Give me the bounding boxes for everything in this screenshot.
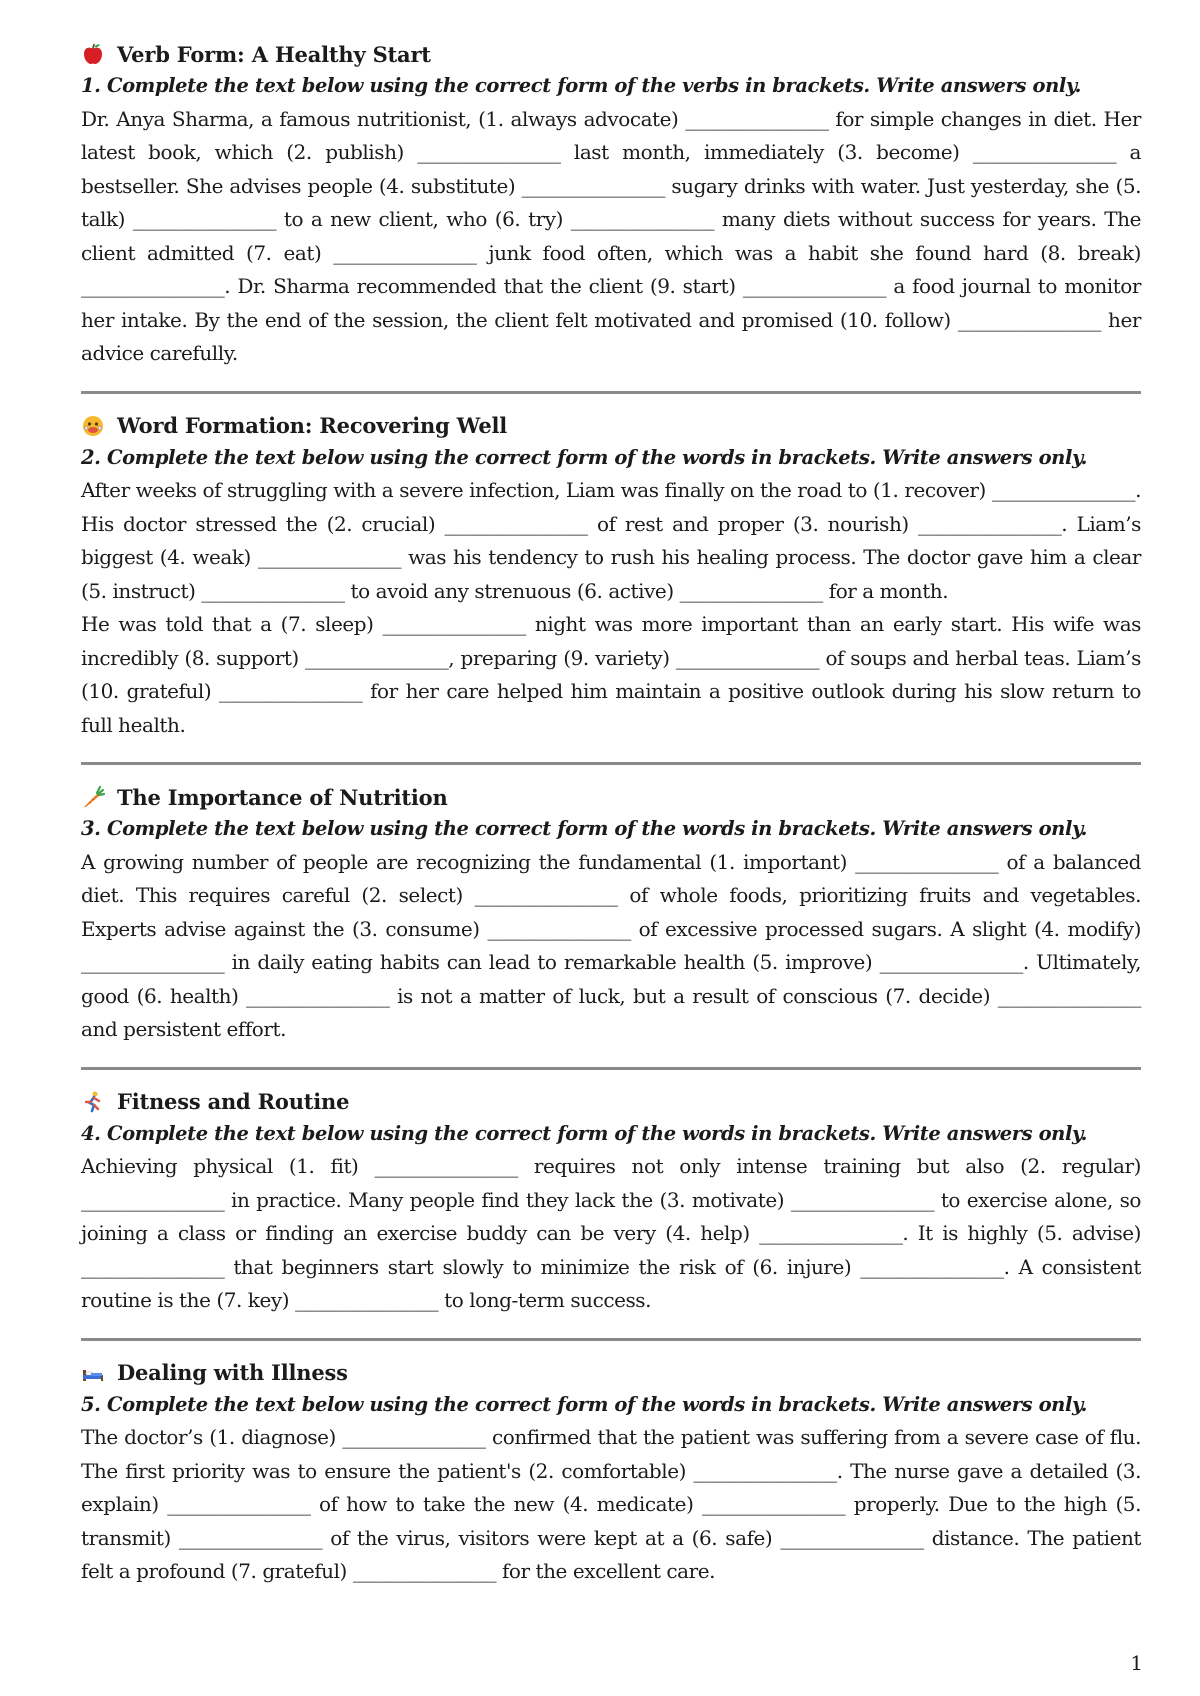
section-title xyxy=(81,1087,1141,1117)
section-body xyxy=(81,846,1141,1047)
section-word-formation xyxy=(81,411,1141,743)
page-number: 1 xyxy=(1130,1651,1143,1675)
section-title xyxy=(81,411,1141,441)
section-title-text: Verb Form: A Healthy Start xyxy=(117,41,431,67)
section-title xyxy=(81,39,1141,69)
section-divider xyxy=(81,762,1141,765)
section-title-text: Dealing with Illness xyxy=(117,1360,348,1385)
runner-icon xyxy=(81,1090,105,1114)
paragraph: A growing number of people are recognizing the fundamental (1. important) _______________ of a balanced diet. This requires careful (2. select) _______________ of whole foods, prioritizing fruits and vegetables. Experts advise against the (3. consume) _______________ of excessive processed sugars. A slight (4. modify) _______________ in daily eating habits can lead to remarkable health (5. improve) _______________. Ultimately, good (6. health) _______________ is not a matter of luck, but a result of conscious (7. decide) _______________ and persistent effort. xyxy=(81,849,1141,1041)
paragraph: Dr. Anya Sharma, a famous nutritionist, (1. always advocate) _______________ for simple changes in diet. Her latest book, which (2. publish) _______________ last month, immediately (3. become) _______________ a bestseller. She advises people (4. substitute) _______________ sugary drinks with water. Just yesterday, she (5. talk) _______________ to a new client, who (6. try) _______________ many diets without success for years. The client admitted (7. eat) _______________ junk food often, which was a habit she found hard (8. break) _______________. Dr. Sharma recommended that the client (9. start) _______________ a food journal to monitor her intake. By the end of the session, the client felt motivated and promised (10. follow) _______________ her advice carefully. xyxy=(81,106,1141,365)
paragraph: Achieving physical (1. fit) _______________ requires not only intense training but also (2. regular) _______________ in practice. Many people find they lack the (3. motivate) _______________ to exercise alone, so joining a class or finding an exercise buddy can be very (4. help) _______________. It is highly (5. advise) _______________ that beginners start slowly to minimize the risk of (6. injure) _______________. A consistent routine is the (7. key) _______________ to long-term success. xyxy=(81,1154,1141,1312)
section-body xyxy=(81,1421,1141,1589)
section-instruction: 2. Complete the text below using the correct form of the words in brackets. Write answers only. xyxy=(81,445,1088,469)
apple-icon xyxy=(81,42,105,66)
section-body xyxy=(81,474,1141,742)
section-instruction: 3. Complete the text below using the correct form of the words in brackets. Write answers only. xyxy=(81,817,1088,840)
section-divider xyxy=(81,1067,1141,1070)
section-instruction: 4. Complete the text below using the correct form of the words in brackets. Write answers only. xyxy=(81,1121,1088,1145)
section-body xyxy=(81,103,1141,371)
section-title-text: Word Formation: Recovering Well xyxy=(117,413,508,438)
worksheet-page xyxy=(81,34,1141,1589)
section-title xyxy=(81,782,1141,812)
bed-icon xyxy=(81,1361,105,1385)
section-body xyxy=(81,1150,1141,1318)
section-fitness xyxy=(81,1087,1141,1318)
section-instruction: 5. Complete the text below using the correct form of the words in brackets. Write answers only. xyxy=(81,1392,1088,1416)
section-divider xyxy=(81,1338,1141,1341)
paragraph: He was told that a (7. sleep) _______________ night was more important than an early start. His wife was incredibly (8. support) _______________, preparing (9. variety) _______________ of soups and herbal teas. Liam’s (10. grateful) _______________ for her care helped him maintain a positive outlook during his slow return to full health. xyxy=(81,612,1141,737)
section-verb-form xyxy=(81,39,1141,371)
section-title xyxy=(81,1358,1141,1388)
section-title-text: The Importance of Nutrition xyxy=(117,784,448,810)
paragraph: The doctor’s (1. diagnose) _______________ confirmed that the patient was suffering from a severe case of flu. The first priority was to ensure the patient's (2. comfortable) _______________. The nurse gave a detailed (3. explain) _______________ of how to take the new (4. medicate) _______________ properly. Due to the high (5. transmit) _______________ of the virus, visitors were kept at a (6. safe) _______________ distance. The patient felt a profound (7. grateful) _______________ for the excellent care. xyxy=(81,1425,1141,1583)
section-instruction: 1. Complete the text below using the correct form of the verbs in brackets. Write answers only. xyxy=(81,74,1081,97)
carrot-icon xyxy=(81,785,105,809)
section-divider xyxy=(81,391,1141,394)
section-nutrition xyxy=(81,782,1141,1047)
section-title-text: Fitness and Routine xyxy=(117,1089,350,1114)
sick-face-icon xyxy=(81,414,105,438)
paragraph: After weeks of struggling with a severe infection, Liam was finally on the road to (1. recover) _______________. His doctor stressed the (2. crucial) _______________ of rest and proper (3. nourish) _______________. Liam’s biggest (4. weak) _______________ was his tendency to rush his healing process. The doctor gave him a clear (5. instruct) _______________ to avoid any strenuous (6. active) _______________ for a month. xyxy=(81,478,1141,603)
section-illness xyxy=(81,1358,1141,1589)
